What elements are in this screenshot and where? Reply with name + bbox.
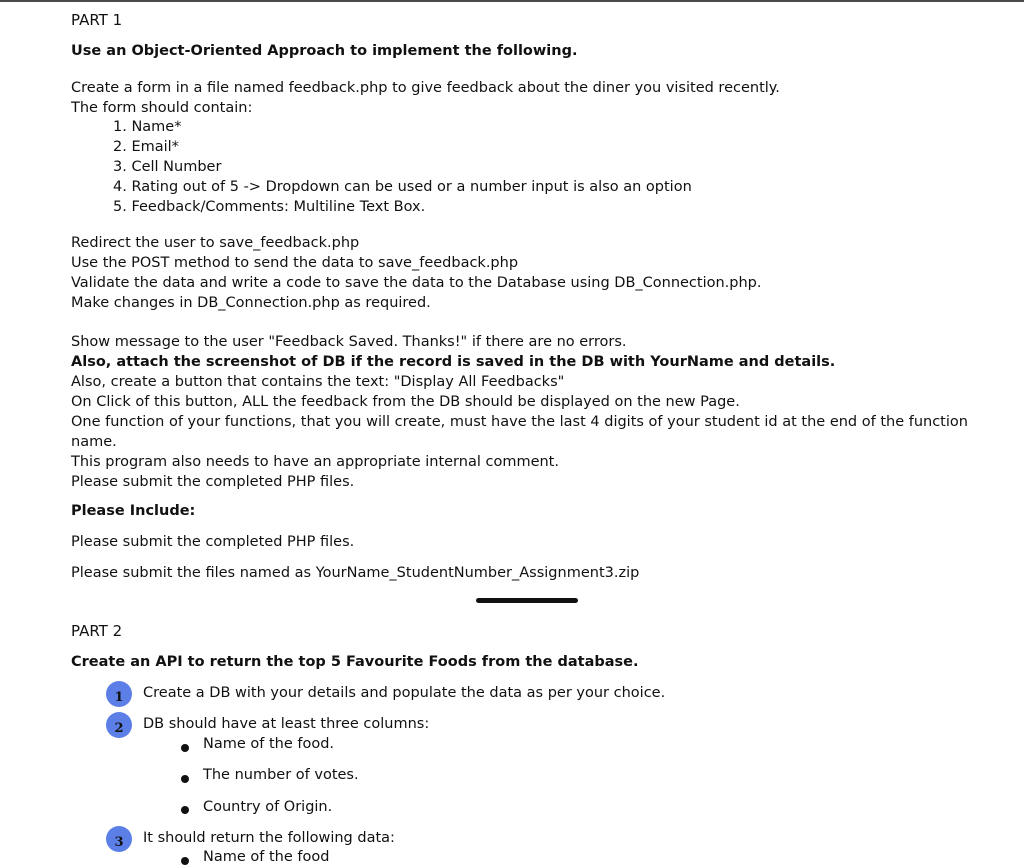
list-item: 4. Rating out of 5 -> Dropdown can be used or a number input is also an option (113, 179, 692, 195)
part1-intro (71, 78, 780, 118)
part1-heading: PART 1 (71, 11, 123, 29)
requirement-line: name. (71, 434, 117, 450)
list-item: 3. Cell Number (113, 159, 222, 175)
requirement-line: Please submit the completed PHP files. (71, 474, 355, 490)
requirement-line: Also, create a button that contains the text: "Display All Feedbacks" (71, 374, 565, 390)
step-text: DB should have at least three columns: (143, 716, 430, 732)
include-line: Please submit the files named as YourName_StudentNumber_Assignment3.zip (71, 565, 640, 581)
instruction-line: Use the POST method to send the data to save_feedback.php (71, 255, 519, 271)
section-divider (476, 598, 578, 603)
requirement-line: Show message to the user "Feedback Saved. Thanks!" if there are no errors. (71, 334, 627, 350)
include-heading: Please Include: (71, 503, 196, 519)
step-text: It should return the following data: (143, 830, 395, 846)
part1-instructions (71, 233, 762, 313)
instruction-line: Make changes in DB_Connection.php as required. (71, 295, 431, 311)
step-number-badge: 3 (106, 826, 132, 852)
step-number-badge: 2 (106, 712, 132, 738)
column-item: Country of Origin. (203, 799, 333, 815)
bullet-icon (181, 775, 189, 783)
intro-line: The form should contain: (71, 100, 253, 116)
part2-title: Create an API to return the top 5 Favourite Foods from the database. (71, 654, 639, 670)
requirement-line-bold: Also, attach the screenshot of DB if the record is saved in the DB with YourName and details. (71, 354, 836, 370)
bullet-icon (181, 806, 189, 814)
part1-title: Use an Object-Oriented Approach to implement the following. (71, 43, 578, 59)
instruction-line: Redirect the user to save_feedback.php (71, 235, 360, 251)
intro-line: Create a form in a file named feedback.php to give feedback about the diner you visited recently. (71, 80, 780, 96)
part1-requirements (71, 332, 968, 492)
column-item: Name of the food. (203, 736, 335, 752)
list-item: 2. Email* (113, 139, 179, 155)
requirement-line: One function of your functions, that you will create, must have the last 4 digits of your student id at the end of the function (71, 414, 968, 430)
include-line: Please submit the completed PHP files. (71, 534, 355, 550)
step-number-badge: 1 (106, 681, 132, 707)
return-item: Name of the food (203, 849, 330, 865)
requirement-line: On Click of this button, ALL the feedback from the DB should be displayed on the new Page. (71, 394, 740, 410)
form-fields-list (113, 117, 692, 217)
top-rule (0, 0, 1024, 2)
list-item: 5. Feedback/Comments: Multiline Text Box. (113, 199, 426, 215)
instruction-line: Validate the data and write a code to save the data to the Database using DB_Connection.php. (71, 275, 762, 291)
bullet-icon (181, 857, 189, 865)
bullet-icon (181, 744, 189, 752)
part2-heading: PART 2 (71, 622, 123, 640)
step-text: Create a DB with your details and populate the data as per your choice. (143, 685, 666, 701)
requirement-line: This program also needs to have an appropriate internal comment. (71, 454, 559, 470)
column-item: The number of votes. (203, 767, 359, 783)
list-item: 1. Name* (113, 119, 182, 135)
